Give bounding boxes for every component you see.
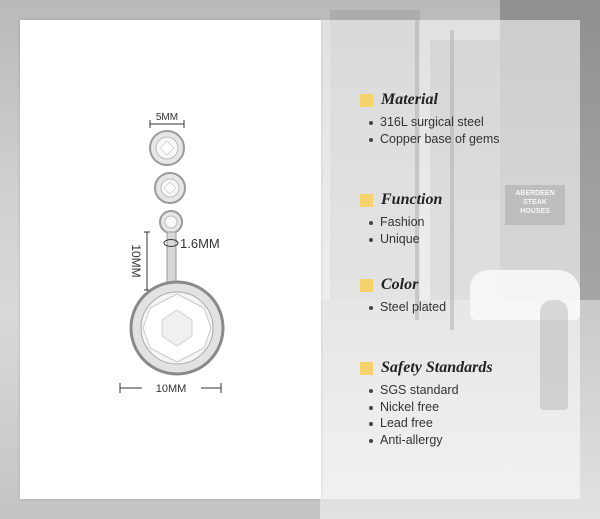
list-item-text: Anti-allergy [380, 432, 443, 447]
section-header [360, 189, 442, 211]
bullet-icon [369, 238, 373, 242]
section-list [360, 114, 500, 147]
gem-large-top [150, 131, 184, 165]
bullet-icon [369, 306, 373, 310]
list-item [360, 114, 500, 131]
bullet-icon [369, 422, 373, 426]
section-marker [360, 362, 373, 375]
belly-ring-illustration [100, 100, 260, 420]
bullet-icon [369, 439, 373, 443]
section-list [360, 214, 442, 247]
bullet-icon [369, 121, 373, 125]
section-safety-standards [360, 357, 493, 448]
bullet-icon [369, 221, 373, 225]
section-list [360, 299, 446, 316]
section-marker [360, 194, 373, 207]
list-item-text: Copper base of gems [380, 131, 500, 146]
list-item-text: Fashion [380, 215, 425, 229]
bullet-icon [369, 389, 373, 393]
list-item-text: Nickel free [380, 399, 440, 414]
list-item [360, 299, 446, 316]
bullet-icon [369, 406, 373, 410]
section-color [360, 274, 446, 316]
list-item [360, 399, 493, 416]
list-item [360, 415, 493, 432]
section-marker [360, 279, 373, 292]
section-function [360, 189, 442, 247]
list-item-text: Lead free [380, 416, 433, 430]
list-item-text: SGS standard [380, 383, 459, 397]
section-title: Function [381, 191, 443, 208]
section-title: Color [381, 276, 419, 293]
top-dimension [150, 112, 184, 128]
section-header [360, 357, 493, 379]
top-dimension-label: 5MM [155, 112, 179, 123]
list-item [360, 214, 442, 231]
list-item-text: Unique [380, 231, 420, 246]
section-title: Material [381, 91, 438, 108]
list-item [360, 131, 500, 148]
list-item [360, 231, 442, 248]
bottom-dimension [120, 383, 221, 395]
gauge-dimension-label: 1.6MM [180, 236, 220, 251]
side-dimension-label: 10MM [129, 244, 143, 278]
section-header [360, 274, 446, 296]
list-item-text: Steel plated [380, 300, 447, 314]
gem-large-bottom [131, 282, 223, 374]
gem-medium [155, 173, 185, 203]
list-item [360, 382, 493, 399]
gem-small [160, 211, 182, 233]
section-marker [360, 94, 373, 107]
list-item [360, 432, 493, 449]
section-list [360, 382, 493, 448]
section-material [360, 89, 500, 147]
section-header [360, 89, 500, 111]
section-title: Safety Standards [381, 359, 493, 376]
bullet-icon [369, 138, 373, 142]
bottom-dimension-label: 10MM [155, 383, 187, 395]
side-dimension [129, 232, 150, 290]
list-item-text: 316L surgical steel [380, 115, 484, 129]
